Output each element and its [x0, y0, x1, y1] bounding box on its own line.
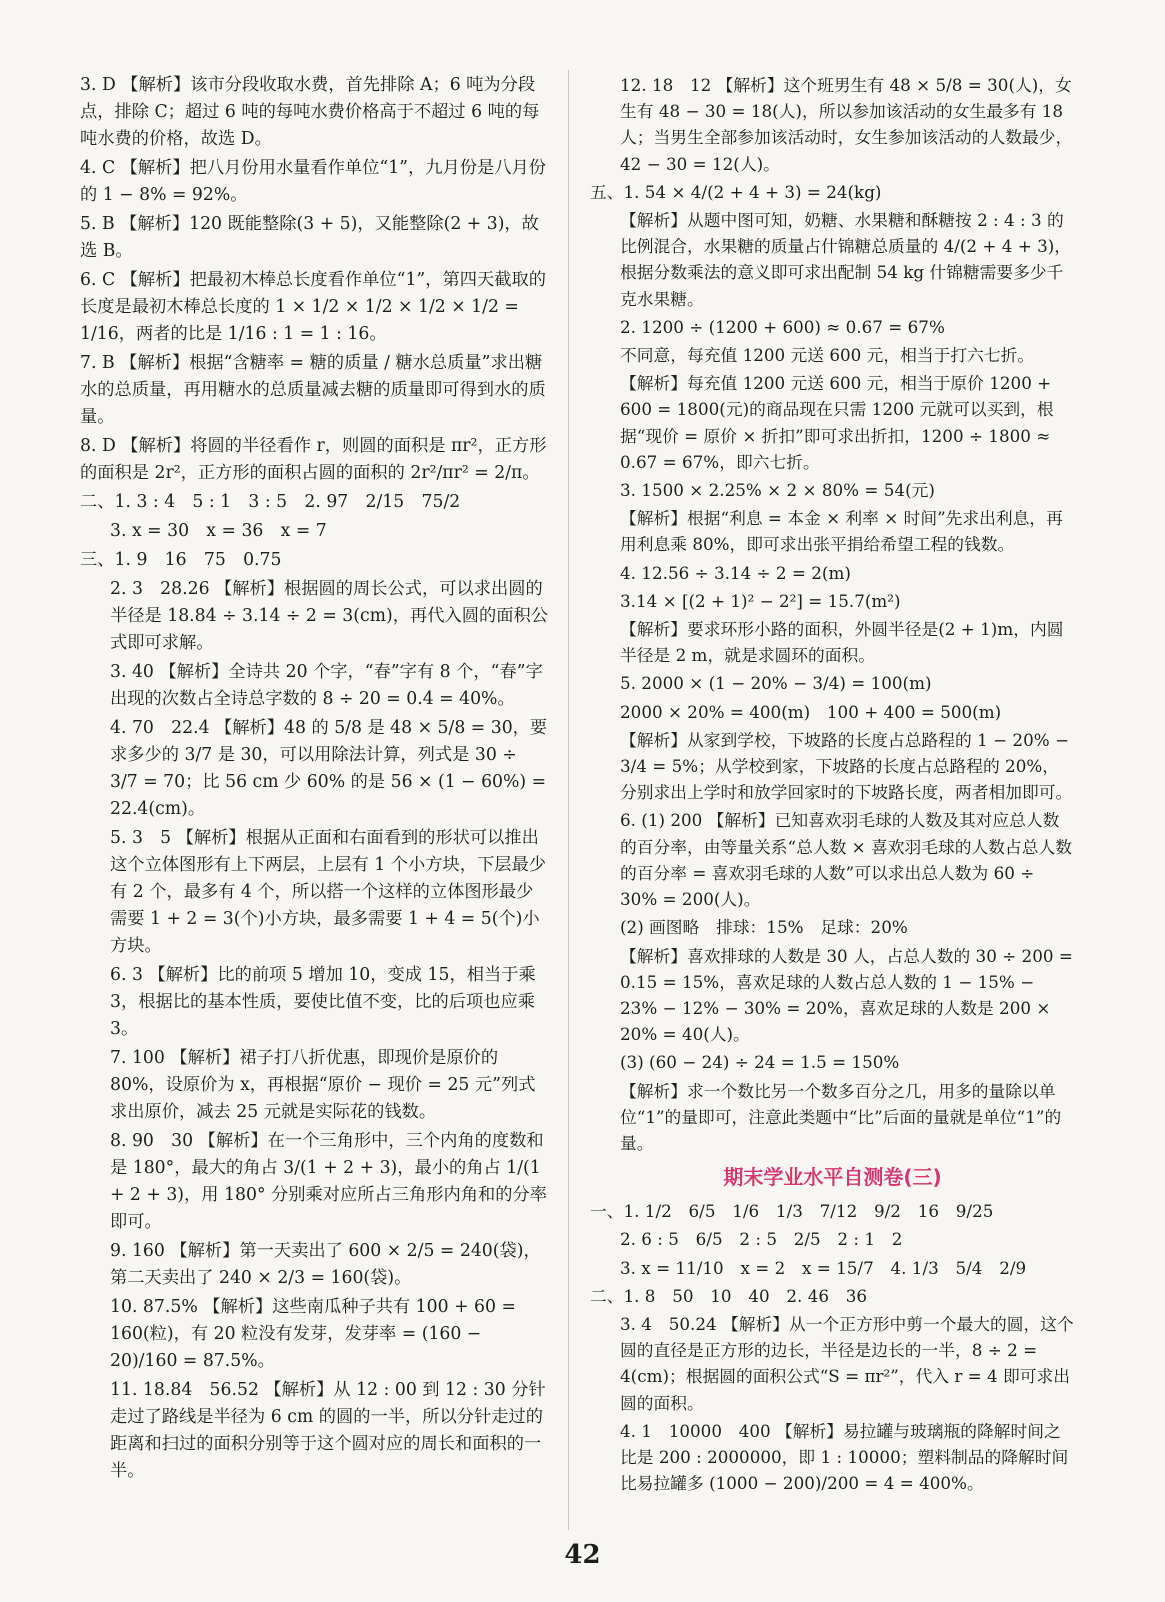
- answer-item: 4. 12.56 ÷ 3.14 ÷ 2 = 2(m): [620, 562, 851, 583]
- answer-item: 3. 1500 × 2.25% × 2 × 80% = 54(元): [620, 480, 935, 501]
- answer-item: 3.14 × [(2 + 1)² − 2²] = 15.7(m²): [620, 590, 901, 611]
- answer-item: 4. 1 10000 400 【解析】易拉罐与玻璃瓶的降解时间之比是 200 : 2000000，即 1 : 10000；塑料制品的降解时间比易拉罐多 (1000 − 200)/200 = 4 = 400%。: [620, 1420, 1069, 1494]
- answer-item: 【解析】从家到学校，下坡路的长度占总路程的 1 − 20% − 3/4 = 5%；从学校到家，下坡路的长度占总路程的 20%，分别求出上学时和放学回家时的下坡路长度，两者相加即可。: [620, 729, 1075, 803]
- answer-item: 3. x = 30 x = 36 x = 7: [110, 521, 327, 541]
- answer-item: 2000 × 20% = 400(m) 100 + 400 = 500(m): [620, 701, 1002, 722]
- answer-item: 5. 2000 × (1 − 20% − 3/4) = 100(m): [620, 673, 932, 694]
- section-title: 期末学业水平自测卷(三): [723, 1165, 942, 1190]
- answer-item: 二、1. 3 : 4 5 : 1 3 : 5 2. 97 2/15 75/2: [80, 492, 461, 512]
- answer-item: 6. C 【解析】把最初木棒总长度看作单位“1”，第四天截取的长度是最初木棒总长度的 1 × 1/2 × 1/2 × 1/2 × 1/2 = 1/16，两者的比是 1/16 : 1 = 1 : 16。: [80, 270, 546, 344]
- answer-item: 9. 160 【解析】第一天卖出了 600 × 2/5 = 240(袋)，第二天卖出了 240 × 2/3 = 160(袋)。: [110, 1241, 541, 1288]
- answer-item: 【解析】要求环形小路的面积，外圆半径是(2 + 1)m，内圆半径是 2 m，就是求圆环的面积。: [620, 619, 1064, 666]
- answer-item: 5. B 【解析】120 既能整除(3 + 5)，又能整除(2 + 3)，故选 B。: [80, 214, 539, 261]
- answer-item: 2. 1200 ÷ (1200 + 600) ≈ 0.67 = 67%: [620, 316, 945, 337]
- answer-item: 2. 6 : 5 6/5 2 : 5 2/5 2 : 1 2: [620, 1229, 903, 1250]
- answer-item: 7. 100 【解析】裙子打八折优惠，即现价是原价的 80%，设原价为 x，再根据“原价 − 现价 = 25 元”列式求出原价，减去 25 元就是实际花的钱数。: [110, 1048, 536, 1122]
- answer-item: 8. D 【解析】将圆的半径看作 r，则圆的面积是 πr²，正方形的面积是 2r²，正方形的面积占圆的面积的 2r²/πr² = 2/π。: [80, 436, 547, 483]
- answer-item: 五、1. 54 × 4/(2 + 4 + 3) = 24(kg): [590, 181, 882, 202]
- answer-item: 10. 87.5% 【解析】这些南瓜种子共有 100 + 60 = 160(粒)，有 20 粒没有发芽，发芽率 = (160 − 20)/160 = 87.5%。: [110, 1297, 522, 1371]
- answer-item: 三、1. 9 16 75 0.75: [80, 550, 282, 570]
- page-number: 42: [564, 1540, 601, 1570]
- answer-item: 【解析】求一个数比另一个数多百分之几，用多的量除以单位“1”的量即可，注意此类题中“比”后面的量就是单位“1”的量。: [620, 1080, 1062, 1153]
- answer-item: 不同意，每充值 1200 元送 600 元，相当于打六七折。: [620, 345, 1035, 366]
- answer-item: 5. 3 5 【解析】根据从正面和右面看到的形状可以推出这个立体图形有上下两层，上层有 1 个小方块，下层最少有 2 个，最多有 4 个，所以搭一个这样的立体图形最少需要 1 + 2 = 3(个)小方块，最多需要 1 + 4 = 5(个)小方块。: [110, 828, 546, 956]
- answer-item: 一、1. 1/2 6/5 1/6 1/3 7/12 9/2 16 9/25: [590, 1201, 994, 1222]
- answer-item: (2) 画图略 排球：15% 足球：20%: [620, 917, 908, 938]
- answer-item: 12. 18 12 【解析】这个班男生有 48 × 5/8 = 30(人)，女生有 48 − 30 = 18(人)，所以参加该活动的女生最多有 18 人；当男生全部参加该活动时，女生参加该活动的人数最少，42 − 30 = 12(人)。: [620, 75, 1073, 174]
- answer-item: 3. x = 11/10 x = 2 x = 15/7 4. 1/3 5/4 2/9: [620, 1257, 1027, 1278]
- answer-item: 3. D 【解析】该市分段收取水费，首先排除 A；6 吨为分段点，排除 C；超过 6 吨的每吨水费价格高于不超过 6 吨的每吨水费的价格，故选 D。: [80, 75, 540, 149]
- answer-item: 二、1. 8 50 10 40 2. 46 36: [590, 1285, 868, 1306]
- answer-item: 【解析】每充值 1200 元送 600 元，相当于原价 1200 + 600 = 1800(元)的商品现在只需 1200 元就可以买到，根据“现价 = 原价 × 折扣”即可求出折扣，1200 ÷ 1800 ≈ 0.67 = 67%，即六七折。: [620, 373, 1057, 472]
- answer-item: (3) (60 − 24) ÷ 24 = 1.5 = 150%: [620, 1052, 900, 1073]
- answer-item: 2. 3 28.26 【解析】根据圆的周长公式，可以求出圆的半径是 18.84 ÷ 3.14 ÷ 2 = 3(cm)，再代入圆的面积公式即可求解。: [110, 579, 548, 653]
- answer-item: 【解析】根据“利息 = 本金 × 利率 × 时间”先求出利息，再用利息乘 80%，即可求出张平捐给希望工程的钱数。: [620, 508, 1063, 555]
- right-column: [590, 72, 1079, 1498]
- left-column: [80, 72, 550, 1487]
- answer-item: 6. (1) 200 【解析】已知喜欢羽毛球的人数及其对应总人数的百分率，由等量关系“总人数 × 喜欢羽毛球的人数占总人数的百分率 = 喜欢羽毛球的人数”可以求出总人数为 60 ÷ 30% = 200(人)。: [620, 810, 1072, 910]
- column-divider: [568, 70, 569, 1530]
- answer-item: 4. C 【解析】把八月份用水量看作单位“1”，九月份是八月份的 1 − 8% = 92%。: [80, 158, 546, 205]
- answer-item: 6. 3 【解析】比的前项 5 增加 10，变成 15，相当于乘 3，根据比的基本性质，要使比值不变，比的后项也应乘 3。: [110, 965, 542, 1039]
- answer-item: 11. 18.84 56.52 【解析】从 12 : 00 到 12 : 30 分针走过了路线是半径为 6 cm 的圆的一半，所以分针走过的距离和扫过的面积分别等于这个圆对应的周长和面积的一半。: [110, 1380, 546, 1481]
- answer-item: 7. B 【解析】根据“含糖率 = 糖的质量 / 糖水总质量”求出糖水的总质量，再用糖水的总质量减去糖的质量即可得到水的质量。: [80, 353, 546, 427]
- answer-item: 【解析】喜欢排球的人数是 30 人，占总人数的 30 ÷ 200 = 0.15 = 15%，喜欢足球的人数占总人数的 1 − 15% − 23% − 12% − 30% = 20%，喜欢足球的人数是 200 × 20% = 40(人)。: [620, 945, 1079, 1045]
- answer-item: 3. 40 【解析】全诗共 20 个字，“春”字有 8 个，“春”字出现的次数占全诗总字数的 8 ÷ 20 = 0.4 = 40%。: [110, 662, 543, 709]
- answer-item: 8. 90 30 【解析】在一个三角形中，三个内角的度数和是 180°，最大的角占 3/(1 + 2 + 3)，最小的角占 1/(1 + 2 + 3)，用 180° 分别乘对应所占三角形内角和的分率即可。: [110, 1131, 548, 1232]
- answer-item: 【解析】从题中图可知，奶糖、水果糖和酥糖按 2 : 4 : 3 的比例混合，水果糖的质量占什锦糖总质量的 4/(2 + 4 + 3)，根据分数乘法的意义即可求出配制 54 kg 什锦糖需要多少千克水果糖。: [620, 210, 1072, 309]
- answer-item: 4. 70 22.4 【解析】48 的 5/8 是 48 × 5/8 = 30，要求多少的 3/7 是 30，可以用除法计算，列式是 30 ÷ 3/7 = 70；比 56 cm 少 60% 的是 56 × (1 − 60%) = 22.4(cm)。: [110, 718, 552, 819]
- answer-item: 3. 4 50.24 【解析】从一个正方形中剪一个最大的圆，这个圆的直径是正方形的边长，半径是边长的一半，8 ÷ 2 = 4(cm)；根据圆的面积公式“S = πr²”，代入 r = 4 即可求出圆的面积。: [620, 1313, 1074, 1413]
